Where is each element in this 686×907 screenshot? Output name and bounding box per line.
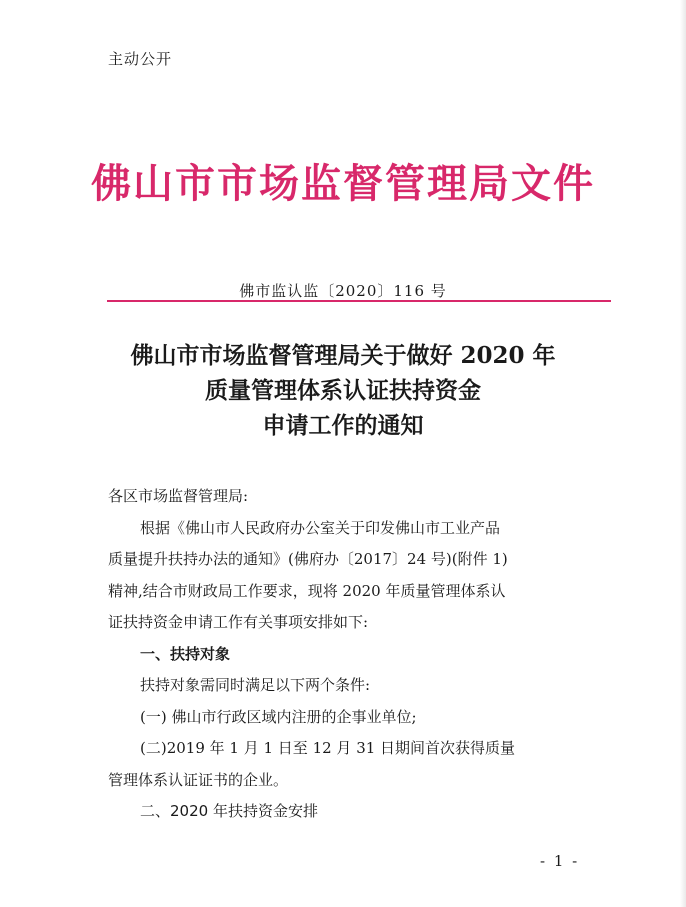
masthead-title: 佛山市市场监督管理局文件 — [91, 161, 595, 207]
condition-2-line-2: 管理体系认证证书的企业。 — [108, 770, 289, 789]
document-number: 佛市监认监〔2020〕116 号 — [239, 282, 447, 300]
paragraph-line-4: 证扶持资金申请工作有关事项安排如下: — [108, 613, 369, 631]
section-2-heading: 二、2020 年扶持资金安排 — [140, 802, 318, 820]
red-separator-line — [107, 300, 611, 302]
page-number: - 1 - — [540, 852, 580, 870]
notice-title-line-2: 质量管理体系认证扶持资金 — [205, 377, 481, 404]
notice-title-line-3: 申请工作的通知 — [262, 412, 424, 439]
section-1-heading: 一、扶持对象 — [140, 644, 231, 663]
paragraph-line-3: 精神,结合市财政局工作要求，现将 2020 年质量管理体系认 — [108, 581, 506, 600]
scan-edge-shadow — [680, 0, 686, 907]
notice-body — [108, 481, 588, 828]
paragraph-line-2: 质量提升扶持办法的通知》(佛府办〔2017〕24 号)(附件 1) — [108, 550, 508, 568]
addressee: 各区市场监督管理局: — [108, 487, 249, 505]
notice-title-line-1: 佛山市市场监督管理局关于做好 2020 年 — [130, 342, 556, 369]
condition-1: (一) 佛山市行政区域内注册的企事业单位; — [140, 707, 417, 726]
condition-2-line-1: (二)2019 年 1 月 1 日至 12 月 31 日期间首次获得质量 — [140, 739, 516, 757]
section-1-intro: 扶持对象需同时满足以下两个条件: — [140, 676, 371, 694]
notice-title — [0, 338, 686, 443]
disclosure-label: 主动公开 — [108, 50, 173, 68]
paragraph-line-1: 根据《佛山市人民政府办公室关于印发佛山市工业产品 — [140, 518, 501, 537]
